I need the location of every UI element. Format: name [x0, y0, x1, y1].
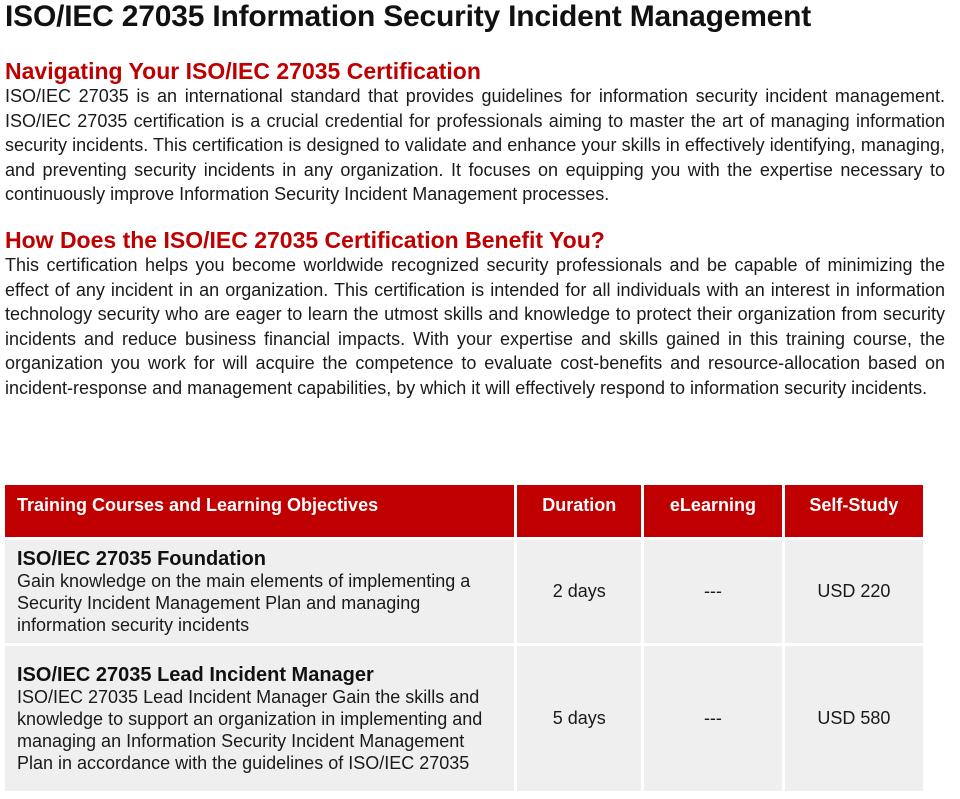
- duration-cell: 2 days: [517, 537, 641, 643]
- section-certification-benefit: [5, 227, 945, 400]
- header-duration: Duration: [517, 485, 641, 537]
- section-body: ISO/IEC 27035 is an international standard that provides guidelines for information security incident management. ISO/IEC 27035 certification is a crucial credential for professionals aiming to master the art of managing information security incidents. This certification is designed to validate and enhance your skills in effectively identifying, managing, and preventing security incidents in any organization. It focuses on equipping you with the expertise necessary to continuously improve Information Security Incident Management processes.: [5, 86, 945, 204]
- section-navigating-certification: [5, 58, 945, 207]
- section-heading: Navigating Your ISO/IEC 27035 Certification: [5, 58, 481, 84]
- table-row: [5, 537, 923, 643]
- course-description: Gain knowledge on the main elements of implementing a Security Incident Management Plan and managing information security incidents: [17, 570, 471, 635]
- table-header-row: [5, 485, 923, 537]
- course-cell: [5, 643, 514, 791]
- table-row: [5, 643, 923, 791]
- section-heading: How Does the ISO/IEC 27035 Certification Benefit You?: [5, 227, 605, 253]
- duration-cell: 5 days: [517, 643, 641, 791]
- header-self-study: Self-Study: [785, 485, 923, 537]
- course-description: ISO/IEC 27035 Lead Incident Manager Gain the skills and knowledge to support an organization in implementing and managing an Information Security Incident Management Plan in accordance with the guidelines of ISO/IEC 27035: [17, 686, 483, 773]
- header-courses: Training Courses and Learning Objectives: [5, 485, 514, 537]
- section-body: This certification helps you become worldwide recognized security professionals and be capable of minimizing the effect of any incident in an organization. This certification is intended for all individuals with an interest in information technology security who are eager to learn the utmost skills and knowledge to protect their organization from security incidents and reduce business financial impacts. With your expertise and skills gained in this training course, the organization you work for will acquire the competence to evaluate cost-benefits and resource-allocation based on incident-response and management capabilities, by which it will effectively respond to information security incidents.: [5, 255, 945, 398]
- course-name: ISO/IEC 27035 Lead Incident Manager: [17, 663, 374, 686]
- header-elearning: eLearning: [644, 485, 782, 537]
- elearning-cell: ---: [644, 643, 782, 791]
- self-study-cell: USD 220: [785, 537, 923, 643]
- elearning-cell: ---: [644, 537, 782, 643]
- page-title: ISO/IEC 27035 Information Security Incident Management: [5, 0, 812, 33]
- courses-table: [2, 485, 926, 791]
- course-name: ISO/IEC 27035 Foundation: [17, 547, 266, 570]
- course-cell: [5, 537, 514, 643]
- self-study-cell: USD 580: [785, 643, 923, 791]
